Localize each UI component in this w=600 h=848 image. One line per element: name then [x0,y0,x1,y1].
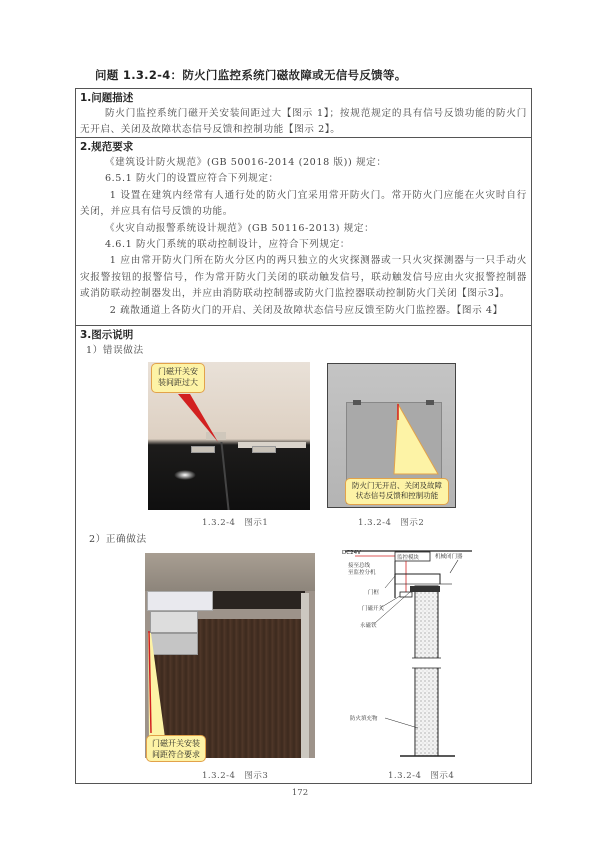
requirement-line: 1 设置在建筑内经常有人通行处的防火门宜采用常开防火门。常开防火门应能在火灾时自行关闭，并应具有信号反馈的功能。 [80,189,527,218]
requirement-line: 1 应由常开防火门所在防火分区内的两只独立的火灾探测器或一只火灾探测器与一只手动火灾报警按钮的报警信号，作为常开防火门关闭的联动触发信号，联动触发信号应由火灾报警控制器或消防联动控制器发出，并应由消防联动控制器或防火门监控器联动控制防火门关闭【图示3】。 [80,255,527,300]
figure-3-callout: 门磁开关安装间距符合要求 [146,735,206,762]
problem-text: 防火门监控系统门磁开关安装间距过大【图示 1】；按规范规定的具有信号反馈功能的防火门无开启、关闭及故障状态信号反馈和控制功能【图示 2】。 [80,108,527,136]
requirements-heading: 2.规范要求 [80,141,134,153]
requirement-line: 2 疏散通道上各防火门的开启、关闭及故障状态信号应反馈至防火门监控器。【图示 4】 [109,304,503,316]
wrong-practice-label: 1）错误做法 [86,345,144,356]
figure-2-caption: 1.3.2-4 图示2 [358,518,425,528]
diagram-label-switch: 门磁开关 [362,606,385,612]
figure-1-caption: 1.3.2-4 图示1 [202,518,269,528]
illustrations-heading: 3.图示说明 [80,329,134,341]
requirements-section [76,138,531,326]
figure-1-callout: 门磁开关安装间距过大 [151,363,205,393]
diagram-label-bus: 接至总线 [348,563,371,569]
page-title: 问题 1.3.2-4：防火门监控系统门磁故障或无信号反馈等。 [95,68,407,82]
page-number: 172 [291,788,309,798]
figure-4-caption: 1.3.2-4 图示4 [388,771,455,781]
requirement-line: 《火灾自动报警系统设计规范》(GB 50116-2013) 规定： [104,222,375,234]
door-section-diagram [340,548,480,758]
problem-section [76,89,531,138]
diagram-label-magnet: 永磁铁 [360,623,377,629]
diagram-label-power: DC24V [342,550,361,556]
diagram-label-bus2: 至监控分机 [348,570,376,576]
diagram-label-closer: 机械闭门器 [435,554,463,560]
diagram-label-frame: 门框 [368,590,380,596]
requirement-line: 4.6.1 防火门系统的联动控制设计，应符合下列规定： [104,239,351,251]
requirement-line: 《建筑设计防火规范》(GB 50016-2014 (2018 版)) 规定： [104,157,387,168]
pointer-arrow-icon [145,553,315,758]
figure-2-callout: 防火门无开启、关闭及故障状态信号反馈和控制功能 [345,478,449,505]
problem-heading: 1.问题描述 [80,92,134,104]
diagram-label-fill: 防火填充物 [350,716,378,722]
right-practice-label: 2）正确做法 [89,534,147,545]
figure-3-caption: 1.3.2-4 图示3 [202,771,269,781]
requirement-line: 6.5.1 防火门的设置应符合下列规定： [104,173,279,185]
figure-3-photo [145,553,315,758]
figure-4-diagram [340,548,480,758]
diagram-label-module: 监控模块 [397,555,420,561]
